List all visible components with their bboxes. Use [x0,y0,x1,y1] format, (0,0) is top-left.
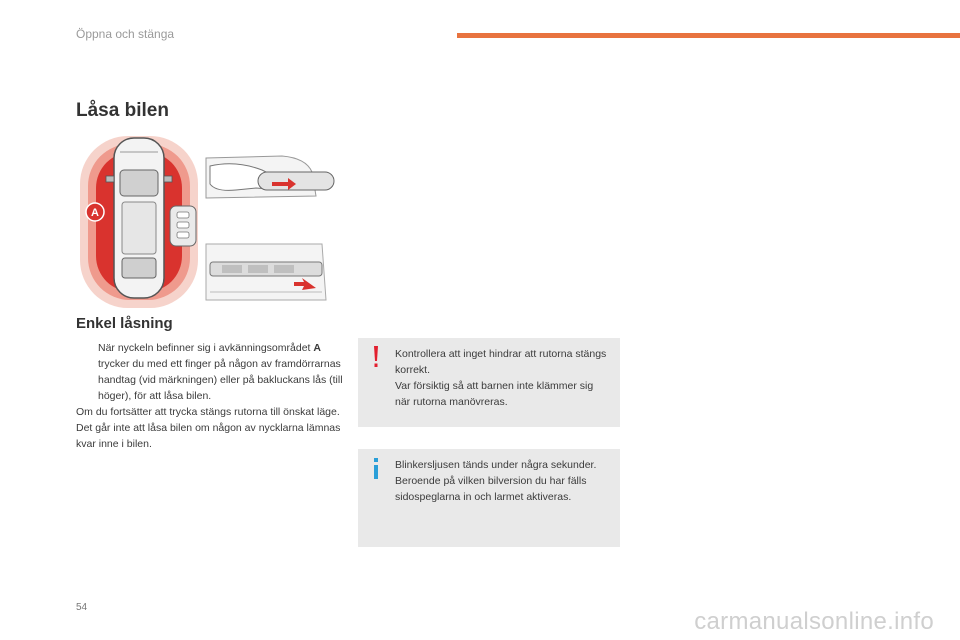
section-title: Öppna och stänga [76,27,175,41]
single-lock-body [76,340,346,452]
zone-reference: A [313,342,321,354]
bullet-marker-icon [76,340,98,404]
paragraph-keys-inside: Det går inte att låsa bilen om någon av nycklarna lämnas kvar inne i bilen. [76,422,341,450]
info-line-1: Blinkersljusen tänds under några sekunder. [395,459,597,471]
page-number: 54 [76,602,88,613]
car-top-view [106,138,172,298]
tailgate-lock-illustration [206,244,326,300]
info-box [358,449,620,547]
car-keyless-zone-illustration [76,132,338,312]
watermark: carmanualsonline.info [694,608,934,635]
warning-line-1: Kontrollera att inget hindrar att rutorna stängs korrekt. [395,348,607,376]
warning-exclamation-icon [368,344,384,370]
page-heading: Låsa bilen [76,100,169,121]
zone-label-a [86,203,104,221]
warning-line-2: Var försiktig så att barnen inte klämmer sig när rutorna manövreras. [395,380,594,408]
bullet-item: När nyckeln befinner sig i avkänningsområdet A trycker du med ett finger på någon av framdörrarnas handtag (vid märkningen) eller på bakluckans lås (till höger), för att låsa bilen. [76,340,346,404]
door-handle-hand-illustration [206,156,334,198]
svg-text:A: A [91,207,99,219]
key-fob-icon [170,206,196,246]
paragraph-windows: Om du fortsätter att trycka stängs rutorna till önskat läge. [76,406,340,418]
header-accent-bar [457,33,960,38]
info-icon [368,455,384,481]
info-line-2: Beroende på vilken bilversion du har fälls sidospeglarna in och larmet aktiveras. [395,475,587,503]
warning-box [358,338,620,427]
single-lock-heading: Enkel låsning [76,315,173,332]
